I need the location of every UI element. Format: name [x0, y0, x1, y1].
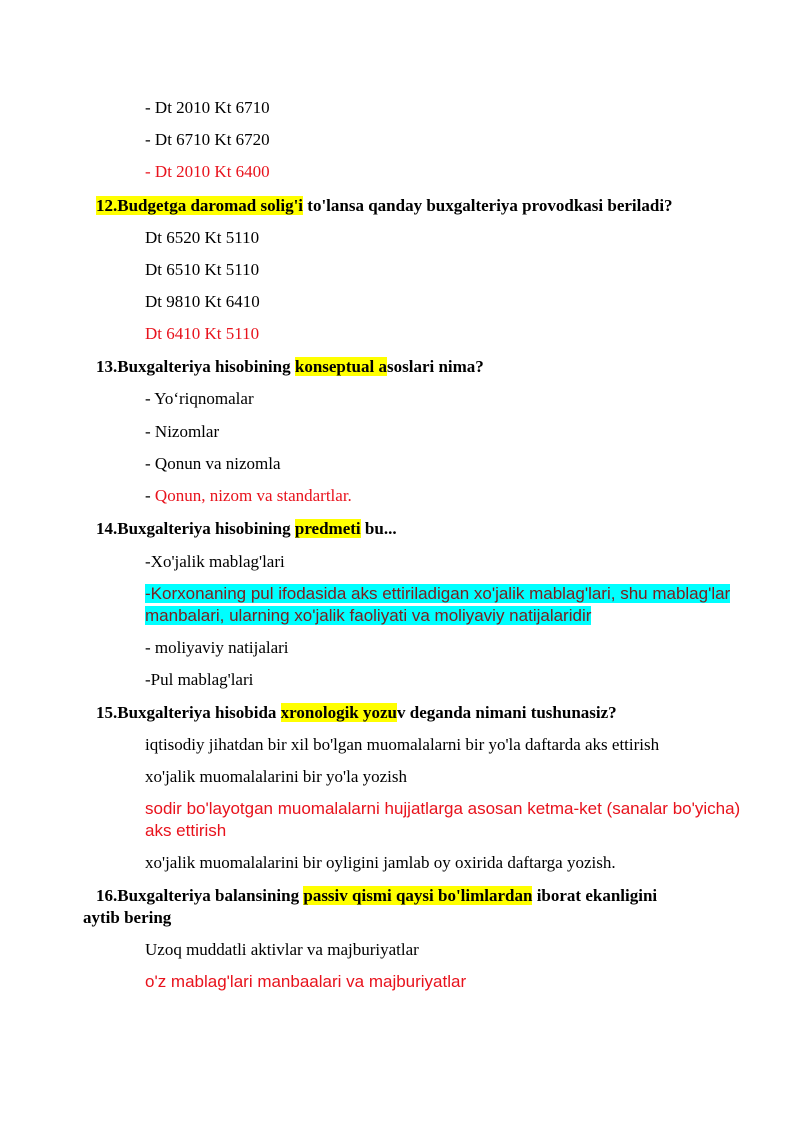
correct-answer: o'z mablag'lari manbaalari va majburiyatlar	[145, 972, 467, 991]
question-text: to'lansa qanday buxgalteriya provodkasi beriladi?	[303, 196, 673, 215]
option: - Dt 2010 Kt 6710	[145, 98, 270, 117]
option: Dt 6520 Kt 5110	[145, 228, 260, 247]
highlight: 12.Budgetga daromad solig'i	[96, 196, 304, 215]
correct-answer-line	[145, 485, 352, 507]
question-text: v deganda nimani tushunasiz?	[397, 703, 617, 722]
option: - Dt 6710 Kt 6720	[145, 130, 270, 149]
highlight: passiv qismi qaysi bo'limlardan	[303, 886, 533, 905]
question-16	[96, 885, 657, 907]
highlight: predmeti	[294, 519, 361, 538]
option: iqtisodiy jihatdan bir xil bo'lgan muomalalarni bir yo'la daftarda aks ettirish	[145, 735, 660, 754]
option: -Xo'jalik mablag'lari	[145, 552, 285, 571]
question-14	[96, 518, 397, 540]
question-13	[96, 356, 484, 378]
question-text: 15.Buxgalteriya hisobida	[96, 703, 281, 722]
correct-answer: Qonun, nizom va standartlar.	[154, 486, 352, 505]
option: Uzoq muddatli aktivlar va majburiyatlar	[145, 940, 419, 959]
option: Dt 9810 Kt 6410	[145, 292, 260, 311]
correct-answer: sodir bo'layotgan muomalalarni hujjatlarga asosan ketma-ket (sanalar bo'yicha)	[145, 799, 741, 818]
correct-answer: manbalari, ularning xo'jalik faoliyati va moliyaviy natijalaridir	[145, 606, 592, 625]
correct-answer: aks ettirish	[145, 821, 227, 840]
question-text: bu...	[360, 519, 397, 538]
question-text: soslari nima?	[386, 357, 484, 376]
question-text: 14.Buxgalteriya hisobining	[96, 519, 295, 538]
option: - Nizomlar	[145, 422, 220, 441]
correct-answer-line-1	[145, 583, 730, 605]
question-12	[96, 195, 673, 217]
option: xo'jalik muomalalarini bir oyligini jamlab oy oxirida daftarga yozish.	[145, 853, 616, 872]
answer-prefix: -	[145, 486, 155, 505]
option: Dt 6510 Kt 5110	[145, 260, 260, 279]
option: -Pul mablag'lari	[145, 670, 254, 689]
correct-answer: -Korxonaning pul ifodasida aks ettiriladigan xo'jalik mablag'lari, shu mablag'lar	[145, 584, 731, 603]
question-text: iborat ekanligini	[532, 886, 658, 905]
option: - Qonun va nizomla	[145, 454, 281, 473]
question-16-line-2: aytib bering	[83, 908, 172, 927]
correct-answer: - Dt 2010 Kt 6400	[145, 162, 270, 181]
correct-answer: Dt 6410 Kt 5110	[145, 324, 260, 343]
highlight: xronologik yozu	[280, 703, 398, 722]
question-15	[96, 702, 617, 724]
option: - moliyaviy natijalari	[145, 638, 289, 657]
correct-answer-line-2	[145, 605, 591, 627]
question-text: 16.Buxgalteriya balansining	[96, 886, 304, 905]
highlight: konseptual a	[294, 357, 387, 376]
option: - Yo‘riqnomalar	[145, 389, 254, 408]
question-text: 13.Buxgalteriya hisobining	[96, 357, 295, 376]
option: xo'jalik muomalalarini bir yo'la yozish	[145, 767, 408, 786]
